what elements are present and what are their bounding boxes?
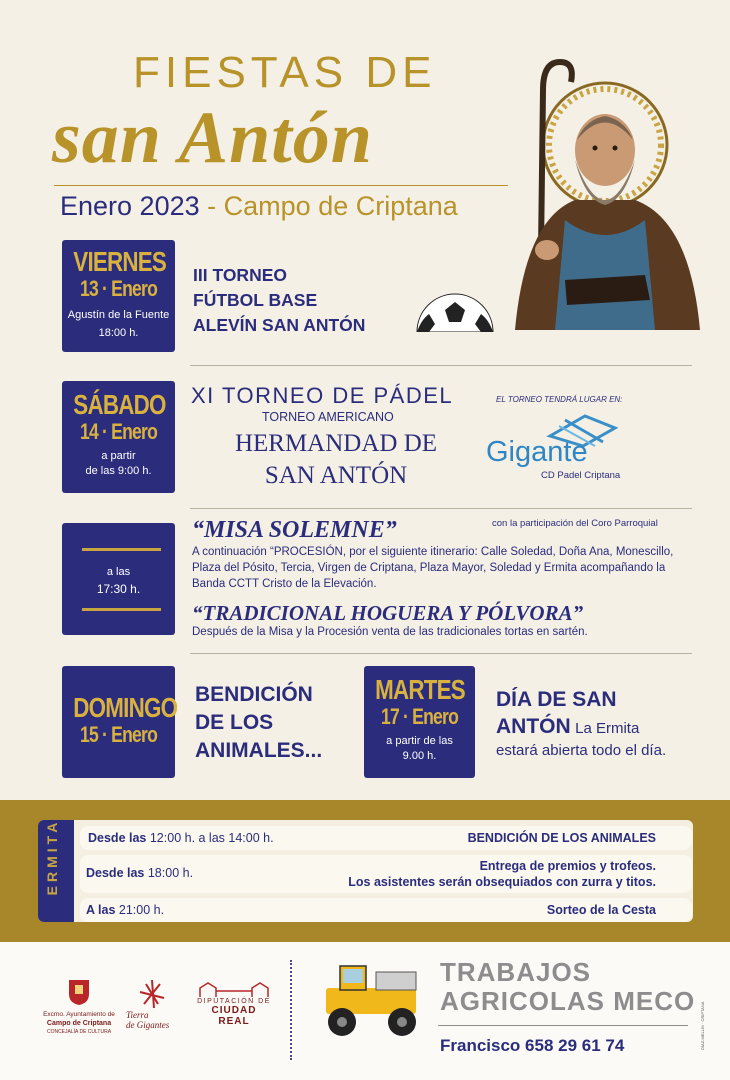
subtitle-date: Enero 2023 — [60, 191, 200, 221]
san-anton-statue-image — [505, 50, 705, 330]
friday-title — [193, 263, 365, 338]
sponsor-rule — [438, 1025, 688, 1026]
saturday-venue-note: EL TORNEO TENDRÁ LUGAR EN: — [496, 395, 623, 404]
sponsor-contact: Francisco 658 29 61 74 — [440, 1036, 625, 1055]
ayuntamiento-line-3: CONCEJALÍA DE CULTURA — [46, 1029, 112, 1035]
mass-line-top — [82, 548, 161, 551]
ermita-row-1-lead: Desde las — [88, 831, 147, 845]
sunday-title-line-2: DE LOS — [195, 711, 274, 734]
printer-credit: DÍAZ-MELLÍN · CRIPTANA — [700, 1001, 705, 1050]
tuesday-time: 9.00 h. — [402, 750, 437, 762]
sponsor-line-2: AGRICOLAS MECO — [440, 986, 696, 1016]
sunday-title-line-3: ANIMALES... — [195, 739, 323, 762]
sponsor-line-1: TRABAJOS — [440, 957, 592, 987]
soccer-ball-icon — [415, 292, 495, 332]
saturday-pre: a partir — [101, 450, 136, 462]
gigante-logo-text: Gigante — [486, 436, 588, 468]
tuesday-date-box — [364, 666, 475, 778]
ermita-row-2-lead: Desde las — [86, 866, 145, 880]
ayuntamiento-crest-icon — [66, 978, 92, 1006]
mass-line-bottom — [82, 608, 161, 611]
friday-title-line-3: ALEVÍN SAN ANTÓN — [193, 315, 366, 335]
mass-time-box — [62, 523, 175, 635]
diputacion-building-icon — [198, 982, 270, 998]
diputacion-line-1: DIPUTACIÓN DE — [197, 998, 271, 1005]
sponsor-name — [440, 958, 695, 1016]
ermita-row-1 — [80, 826, 692, 850]
tuesday-title-line-2: ANTÓN — [496, 715, 571, 738]
sunday-date-box — [62, 666, 178, 778]
ermita-row-3 — [80, 898, 692, 922]
saturday-organizer-line-1: HERMANDAD DE — [234, 430, 438, 457]
ermita-row-3-desc: Sorteo de la Cesta — [546, 903, 656, 917]
ermita-row-2-time: 18:00 h. — [147, 866, 194, 880]
diputacion-line-2: CIUDAD REAL — [211, 1005, 257, 1027]
saturday-title: XI TORNEO DE PÁDEL — [191, 383, 454, 408]
title-rule — [54, 185, 508, 186]
friday-time: 18:00 h. — [98, 327, 139, 339]
friday-title-line-1: III TORNEO — [193, 265, 287, 285]
subtitle-sep: - — [207, 191, 217, 221]
saturday-subtitle: TORNEO AMERICANO — [262, 410, 394, 424]
ermita-row-3-lead: A las — [86, 903, 116, 917]
title-top: FIESTAS DE — [133, 48, 437, 97]
friday-title-line-2: FÚTBOL BASE — [193, 290, 318, 310]
gigante-logo-sub: CD Padel Criptana — [541, 470, 621, 481]
ermita-row-1-time: 12:00 h. a las 14:00 h. — [149, 831, 274, 845]
tuesday-note-2: estará abierta todo el día. — [496, 742, 667, 759]
ayuntamiento-line-1: Excmo. Ayuntamiento de — [43, 1011, 115, 1018]
sunday-title-line-1: BENDICIÓN — [195, 683, 313, 706]
mass-title: “MISA SOLEMNE” — [192, 517, 397, 543]
mass-choir: con la participación del Coro Parroquial — [492, 518, 658, 529]
sunday-day: DOMINGO — [73, 692, 178, 723]
friday-place: Agustín de la Fuente — [67, 309, 170, 321]
ermita-row-2-desc-1: Entrega de premios y trofeos. — [479, 859, 656, 873]
tuesday-title — [496, 686, 666, 760]
mass-description: A continuación “PROCESIÓN, por el siguiente itinerario: Calle Soledad, Doña Ana, Monescillo, Plaza del Pósito, Tercia, Virgen de Criptana, Plaza Mayor, Soledad y Ermita acompañando la Banda CCTT Cristo de la Elevación. — [192, 546, 674, 590]
tuesday-note-inline: La Ermita — [575, 720, 640, 737]
mass-time: 17:30 h. — [96, 582, 141, 596]
ermita-row-3-time: 21:00 h. — [118, 903, 165, 917]
divider-2 — [190, 508, 692, 509]
sunday-date: 15 · Enero — [79, 722, 158, 747]
ermita-row-2-desc-2: Los asistentes serán obsequiados con zurra y titos. — [348, 875, 656, 889]
ermita-label: ERMITA — [44, 818, 60, 896]
ayuntamiento-line-2: Campo de Criptana — [46, 1020, 112, 1027]
saturday-time: de las 9:00 h. — [85, 465, 152, 477]
diputacion-text — [196, 998, 272, 1027]
mass-pre: a las — [106, 566, 131, 578]
saturday-date-box — [62, 381, 175, 493]
divider-1 — [190, 365, 692, 366]
tuesday-day: MARTES — [375, 674, 465, 705]
tierra-line-1: Tierra — [126, 1010, 149, 1020]
tierra-de-gigantes-text — [126, 1010, 186, 1030]
saturday-day: SÁBADO — [73, 389, 166, 420]
bonfire-title: “TRADICIONAL HOGUERA Y PÓLVORA” — [192, 601, 584, 625]
subtitle — [60, 191, 458, 222]
tuesday-pre: a partir de las — [386, 735, 453, 747]
ermita-row-1-desc: BENDICIÓN DE LOS ANIMALES — [467, 831, 656, 845]
saturday-organizer — [191, 428, 481, 492]
tuesday-title-line-1: DÍA DE SAN — [496, 688, 617, 711]
tierra-de-gigantes-logo-icon — [132, 978, 172, 1010]
saturday-date: 14 · Enero — [79, 419, 158, 444]
harvester-machine-image — [318, 960, 428, 1040]
friday-date: 13 · Enero — [79, 276, 158, 301]
tuesday-date: 17 · Enero — [380, 704, 459, 729]
subtitle-place: Campo de Criptana — [223, 191, 458, 221]
ayuntamiento-text — [36, 1010, 122, 1037]
friday-date-box — [62, 240, 175, 352]
footer-separator — [290, 960, 292, 1060]
title-main: san Antón — [52, 97, 373, 179]
tierra-line-2: de Gigantes — [126, 1020, 170, 1030]
friday-day: VIERNES — [73, 246, 167, 277]
divider-3 — [190, 653, 692, 654]
saturday-organizer-line-2: SAN ANTÓN — [264, 462, 408, 489]
sunday-title — [195, 681, 322, 765]
bonfire-description: Después de la Misa y la Procesión venta de las tradicionales tortas en sartén. — [192, 626, 588, 638]
ermita-row-2 — [80, 855, 692, 893]
